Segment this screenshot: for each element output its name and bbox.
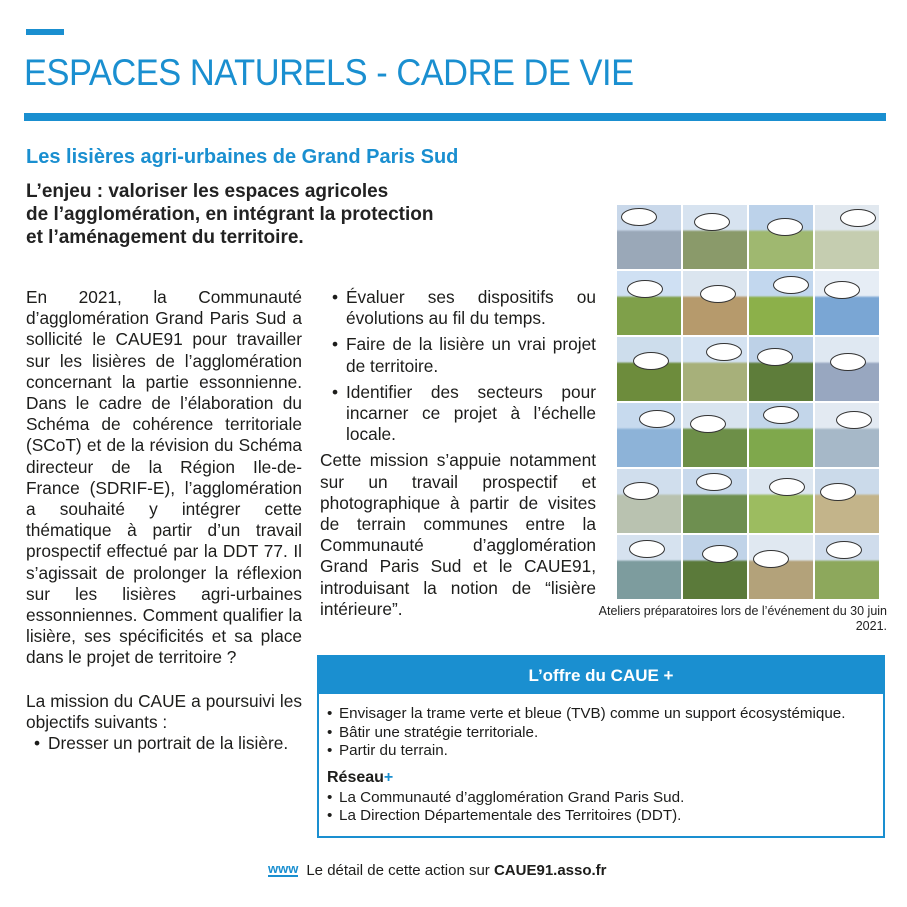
lede-line: et l’aménagement du territoire. xyxy=(26,227,304,248)
photo-tile xyxy=(617,535,681,599)
article-subtitle: Les lisières agri-urbaines de Grand Paris Sud xyxy=(26,146,459,168)
offer-box xyxy=(317,655,885,838)
network-title-text: Réseau xyxy=(327,768,384,786)
objectives-list-cont xyxy=(320,287,596,445)
photo-tile xyxy=(815,205,879,269)
speech-bubble-icon xyxy=(820,483,856,501)
speech-bubble-icon xyxy=(830,353,866,371)
photo-tile xyxy=(749,271,813,335)
article-lede xyxy=(26,180,434,249)
network-list xyxy=(327,789,845,826)
speech-bubble-icon xyxy=(702,545,738,563)
text-column-right xyxy=(320,287,596,620)
photo-tile xyxy=(749,535,813,599)
mission-paragraph: La mission du CAUE a poursuivi les objectifs suivants : xyxy=(26,690,302,732)
speech-bubble-icon xyxy=(769,478,805,496)
text-column-left xyxy=(26,287,302,754)
photo-tile xyxy=(749,403,813,467)
photo-caption: Ateliers préparatoires lors de l’événement du 30 juin 2021. xyxy=(598,604,887,633)
speech-bubble-icon xyxy=(621,208,657,226)
network-item: • La Communauté d’agglomération Grand Paris Sud. xyxy=(327,789,845,808)
www-icon: www xyxy=(268,861,299,876)
offer-item: • Envisager la trame verte et bleue (TVB) comme un support écosystémique. xyxy=(327,705,845,724)
photo-tile xyxy=(749,469,813,533)
speech-bubble-icon xyxy=(706,343,742,361)
speech-bubble-icon xyxy=(753,550,789,568)
page-title: ESPACES NATURELS - CADRE DE VIE xyxy=(24,52,634,93)
speech-bubble-icon xyxy=(700,285,736,303)
photo-tile xyxy=(617,205,681,269)
photo-tile xyxy=(815,469,879,533)
photo-tile xyxy=(617,469,681,533)
photo-tile xyxy=(815,271,879,335)
photo-tile xyxy=(683,469,747,533)
speech-bubble-icon xyxy=(824,281,860,299)
photo-tile xyxy=(815,403,879,467)
header-accent-bar xyxy=(26,29,64,35)
website-link[interactable]: CAUE91.asso.fr xyxy=(493,862,607,879)
photo-tile xyxy=(617,337,681,401)
objective-item: • Identifier des secteurs pour incarner ce projet à l’échelle locale. xyxy=(320,382,596,446)
speech-bubble-icon xyxy=(696,473,732,491)
photo-tile xyxy=(617,403,681,467)
photo-tile xyxy=(683,205,747,269)
speech-bubble-icon xyxy=(690,415,726,433)
speech-bubble-icon xyxy=(694,213,730,231)
offer-list xyxy=(327,705,845,761)
photo-tile xyxy=(815,535,879,599)
objectives-list xyxy=(26,733,302,754)
lede-line: L’enjeu : valoriser les espaces agricoles xyxy=(26,181,389,202)
lede-line: de l’agglomération, en intégrant la protection xyxy=(26,204,434,225)
objective-item: • Évaluer ses dispositifs ou évolutions au fil du temps. xyxy=(320,287,596,329)
speech-bubble-icon xyxy=(627,280,663,298)
offer-item: • Partir du terrain. xyxy=(327,742,845,761)
offer-content xyxy=(327,705,845,826)
photo-tile xyxy=(749,337,813,401)
speech-bubble-icon xyxy=(629,540,665,558)
offer-item: • Bâtir une stratégie territoriale. xyxy=(327,724,845,743)
network-item: • La Direction Départementale des Territoires (DDT). xyxy=(327,807,845,826)
speech-bubble-icon xyxy=(767,218,803,236)
plus-icon: + xyxy=(383,768,394,786)
objective-item: • Faire de la lisière un vrai projet de territoire. xyxy=(320,334,596,376)
photo-tile xyxy=(683,535,747,599)
intro-paragraph: En 2021, la Communauté d’agglomération Grand Paris Sud a sollicité le CAUE91 pour travailler sur les lisières de l’agglomération concernant la partie essonnienne. Dans le cadre de l’élaboration du Schéma de cohérence territoriale (SCoT) et de la révision du Schéma directeur de la Région Ile-de-France (SDRIF-E), l’agglomération a souhaité y intégrer cette thématique à partir d’un travail prospectif effectué par la DDT 77. Il s’agissait de prolonger la réflexion sur les lisières agri-urbaines essonniennes. Comment qualifier la lisière, ses spécificités et sa place dans le projet de territoire ? xyxy=(26,287,302,668)
photo-tile xyxy=(617,271,681,335)
speech-bubble-icon xyxy=(840,209,876,227)
footer xyxy=(268,862,607,879)
footer-text: Le détail de cette action sur xyxy=(306,862,494,879)
speech-bubble-icon xyxy=(623,482,659,500)
photo-tile xyxy=(749,205,813,269)
photo-tile xyxy=(683,337,747,401)
speech-bubble-icon xyxy=(639,410,675,428)
network-title xyxy=(327,767,845,789)
photo-tile xyxy=(683,271,747,335)
speech-bubble-icon xyxy=(836,411,872,429)
offer-title: L’offre du CAUE + xyxy=(319,657,883,694)
title-rule xyxy=(24,113,886,121)
workshop-photo-collage xyxy=(617,205,879,599)
speech-bubble-icon xyxy=(826,541,862,559)
speech-bubble-icon xyxy=(633,352,669,370)
speech-bubble-icon xyxy=(773,276,809,294)
photo-tile xyxy=(683,403,747,467)
objective-item: • Dresser un portrait de la lisière. xyxy=(26,733,302,754)
speech-bubble-icon xyxy=(757,348,793,366)
method-paragraph: Cette mission s’appuie notamment sur un travail prospectif et photographique à partir de visites de terrain communes entre la Communauté d’agglomération Grand Paris Sud et le CAUE91, introduisant la notion de “lisière intérieure”. xyxy=(320,450,596,619)
speech-bubble-icon xyxy=(763,406,799,424)
photo-tile xyxy=(815,337,879,401)
